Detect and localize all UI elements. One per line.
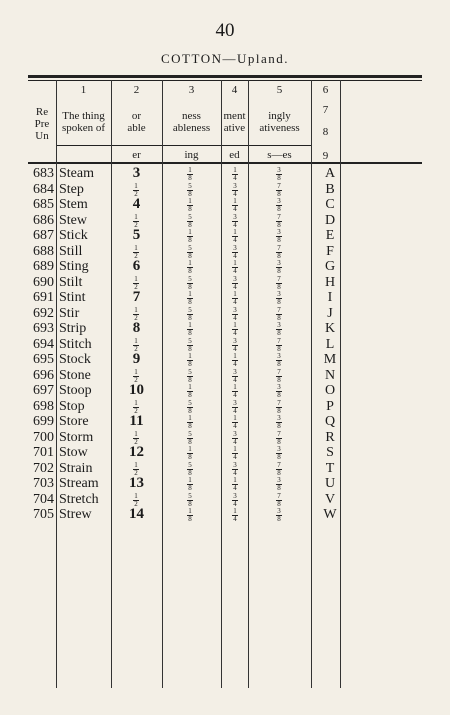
row-col5-fraction: 3 8 [277, 290, 281, 306]
row-number: 692 [33, 305, 54, 321]
col-number-2: 2 [133, 84, 140, 96]
column-divider-5 [248, 80, 249, 688]
row-word: Stop [59, 398, 85, 414]
col-number-6: 6 [322, 84, 329, 96]
row-word: Step [59, 181, 84, 197]
row-col4-fraction: 3 4 [233, 460, 237, 477]
row-letter: A [324, 166, 336, 181]
row-col2-value: 5 [132, 227, 141, 243]
row-col3-fraction: 5 8 [188, 274, 192, 291]
row-col5-fraction: 7 8 [277, 243, 281, 260]
row-number: 702 [33, 460, 54, 476]
row-col4-fraction: 3 4 [233, 367, 237, 384]
row-col5-fraction: 3 8 [277, 414, 281, 430]
row-col3-fraction: 1 8 [188, 445, 192, 461]
row-col3-fraction: 1 8 [188, 476, 192, 492]
row-col5-fraction: 7 8 [277, 305, 281, 322]
row-col5-fraction: 3 8 [277, 166, 281, 182]
col-number-4: 4 [231, 84, 238, 96]
row-col3-fraction: 5 8 [188, 367, 192, 384]
row-number: 695 [33, 352, 54, 367]
row-col2-fraction: 1 2 [134, 212, 138, 229]
row-letter: I [327, 290, 333, 305]
row-col3-fraction: 1 8 [188, 197, 192, 213]
row-col5-fraction: 3 8 [277, 383, 281, 399]
col-number-3: 3 [188, 84, 195, 96]
sub-label-ing: ing [184, 149, 199, 161]
col5-label-line1: ingly [268, 110, 291, 122]
header-mid-rule [56, 145, 311, 146]
row-col5-fraction: 3 8 [277, 321, 281, 337]
row-letter: F [326, 243, 334, 259]
row-col3-fraction: 1 8 [188, 414, 192, 430]
row-col3-fraction: 1 8 [188, 352, 192, 368]
row-col3-fraction: 5 8 [188, 181, 192, 198]
row-word: Storm [59, 429, 94, 445]
col2-label-line2: able [127, 122, 146, 134]
row-col2-value: 14 [129, 506, 144, 522]
row-col3-fraction: 1 8 [188, 290, 192, 306]
row-col3-fraction: 5 8 [188, 243, 192, 260]
row-col2-fraction: 1 2 [134, 367, 138, 384]
row-col4-fraction: 1 4 [233, 383, 237, 399]
row-col5-fraction: 7 8 [277, 398, 281, 415]
row-col3-fraction: 5 8 [188, 398, 192, 415]
row-letter: B [325, 181, 335, 197]
row-word: Stow [59, 445, 88, 460]
row-col2-fraction: 1 2 [134, 305, 138, 322]
row-col4-fraction: 1 4 [233, 290, 237, 306]
row-letter: E [325, 228, 335, 243]
page-number: 40 [215, 20, 235, 41]
row-letter: U [324, 476, 336, 491]
row-col2-value: 11 [129, 413, 144, 429]
row-col4-fraction: 3 4 [233, 398, 237, 415]
col3-label-line2: ableness [172, 122, 211, 134]
row-col4-fraction: 1 4 [233, 352, 237, 368]
row-number: 691 [33, 290, 54, 305]
side-number-9: 9 [322, 150, 329, 162]
row-col4-fraction: 3 4 [233, 274, 237, 291]
sub-label-ses: s—es [267, 149, 292, 161]
row-col5-fraction: 7 8 [277, 367, 281, 384]
row-col5-fraction: 3 8 [277, 352, 281, 368]
row-col5-fraction: 3 8 [277, 228, 281, 244]
row-col5-fraction: 3 8 [277, 259, 281, 275]
row-letter: Q [324, 414, 336, 429]
row-number: 686 [33, 212, 54, 228]
col5-label-line2: ativeness [259, 122, 300, 134]
row-col4-fraction: 1 4 [233, 476, 237, 492]
row-letter: T [325, 460, 335, 476]
row-col4-fraction: 3 4 [233, 181, 237, 198]
col1-label-line1: The thing [62, 110, 105, 122]
row-col5-fraction: 7 8 [277, 429, 281, 446]
row-col4-fraction: 3 4 [233, 491, 237, 508]
row-number: 690 [33, 274, 54, 290]
label-re: Re [35, 106, 49, 118]
row-col5-fraction: 7 8 [277, 212, 281, 229]
row-letter: G [324, 259, 336, 274]
row-col2-fraction: 1 2 [134, 181, 138, 198]
row-col3-fraction: 1 8 [188, 507, 192, 523]
row-number: 694 [33, 336, 54, 352]
row-col4-fraction: 3 4 [233, 336, 237, 353]
row-letter: R [325, 429, 335, 445]
row-word: Stock [59, 352, 91, 367]
row-col5-fraction: 7 8 [277, 336, 281, 353]
row-number: 704 [33, 491, 54, 507]
row-col4-fraction: 3 4 [233, 243, 237, 260]
row-number: 701 [33, 445, 54, 460]
sub-label-ed: ed [229, 149, 240, 161]
row-col5-fraction: 7 8 [277, 460, 281, 477]
row-letter: W [323, 507, 337, 522]
row-letter: N [324, 367, 336, 383]
row-word: Stint [59, 290, 86, 305]
row-col3-fraction: 5 8 [188, 212, 192, 229]
row-col3-fraction: 1 8 [188, 259, 192, 275]
sub-label-er: er [132, 149, 141, 161]
row-col4-fraction: 1 4 [233, 197, 237, 213]
row-number: 683 [33, 166, 54, 181]
row-col2-value: 8 [132, 320, 141, 336]
row-letter: P [326, 398, 334, 414]
row-col5-fraction: 7 8 [277, 274, 281, 291]
row-col4-fraction: 1 4 [233, 259, 237, 275]
row-word: Steam [59, 166, 94, 181]
row-letter: K [324, 321, 336, 336]
row-col2-value: 9 [132, 351, 141, 367]
row-col3-fraction: 1 8 [188, 321, 192, 337]
row-col2-fraction: 1 2 [134, 243, 138, 260]
row-letter: L [325, 336, 335, 352]
row-number: 703 [33, 476, 54, 491]
row-word: Strew [59, 507, 92, 522]
row-col5-fraction: 7 8 [277, 491, 281, 508]
row-col2-value: 7 [132, 289, 141, 305]
row-col4-fraction: 3 4 [233, 429, 237, 446]
row-col5-fraction: 3 8 [277, 197, 281, 213]
row-col2-value: 10 [129, 382, 144, 398]
row-col4-fraction: 1 4 [233, 321, 237, 337]
row-word: Stream [59, 476, 99, 491]
top-thick-rule [28, 75, 422, 78]
row-col2-value: 6 [132, 258, 141, 274]
row-col3-fraction: 1 8 [188, 383, 192, 399]
row-col3-fraction: 5 8 [188, 491, 192, 508]
header-bottom-rule [28, 162, 422, 164]
label-pre: Pre [34, 118, 50, 130]
top-thin-rule [28, 80, 422, 81]
row-word: Strip [59, 321, 87, 336]
col-number-5: 5 [276, 84, 283, 96]
row-word: Stone [59, 367, 91, 383]
row-letter: D [324, 212, 336, 228]
side-number-8: 8 [322, 126, 329, 138]
row-word: Stilt [59, 274, 83, 290]
row-letter: C [325, 197, 335, 212]
col2-label-line1: or [131, 110, 142, 122]
column-divider-3 [162, 80, 163, 688]
row-number: 685 [33, 197, 54, 212]
row-col5-fraction: 3 8 [277, 445, 281, 461]
side-number-7: 7 [322, 104, 329, 116]
row-word: Stretch [59, 491, 99, 507]
column-divider-4 [221, 80, 222, 688]
row-col3-fraction: 5 8 [188, 305, 192, 322]
row-col4-fraction: 1 4 [233, 445, 237, 461]
row-col2-fraction: 1 2 [134, 398, 138, 415]
col-number-1: 1 [80, 84, 87, 96]
row-col5-fraction: 7 8 [277, 181, 281, 198]
row-col2-fraction: 1 2 [134, 460, 138, 477]
row-letter: M [323, 352, 337, 367]
row-number: 693 [33, 321, 54, 336]
row-word: Stew [59, 212, 87, 228]
row-col2-value: 3 [132, 165, 141, 181]
row-col3-fraction: 1 8 [188, 228, 192, 244]
row-number: 696 [33, 367, 54, 383]
row-number: 698 [33, 398, 54, 414]
row-col2-fraction: 1 2 [134, 491, 138, 508]
row-letter: J [327, 305, 333, 321]
row-col3-fraction: 5 8 [188, 336, 192, 353]
col4-label-line1: ment [223, 110, 246, 122]
row-number: 705 [33, 507, 54, 522]
row-word: Strain [59, 460, 93, 476]
row-word: Stir [59, 305, 80, 321]
row-number: 684 [33, 181, 54, 197]
row-number: 688 [33, 243, 54, 259]
col3-label-line1: ness [182, 110, 201, 122]
row-word: Stick [59, 228, 88, 243]
col4-label-line2: ative [223, 122, 246, 134]
row-word: Sting [59, 259, 89, 274]
row-col2-fraction: 1 2 [134, 274, 138, 291]
row-col5-fraction: 3 8 [277, 507, 281, 523]
row-letter: V [324, 491, 336, 507]
row-letter: S [326, 445, 334, 460]
row-col2-value: 12 [129, 444, 144, 460]
row-word: Stitch [59, 336, 92, 352]
row-col2-value: 13 [129, 475, 144, 491]
row-col2-fraction: 1 2 [134, 336, 138, 353]
row-col2-fraction: 1 2 [134, 429, 138, 446]
row-col3-fraction: 1 8 [188, 166, 192, 182]
row-number: 689 [33, 259, 54, 274]
row-number: 700 [33, 429, 54, 445]
row-number: 687 [33, 228, 54, 243]
row-letter: H [324, 274, 336, 290]
row-col2-value: 4 [132, 196, 141, 212]
row-col4-fraction: 1 4 [233, 507, 237, 523]
row-col4-fraction: 3 4 [233, 212, 237, 229]
row-col3-fraction: 5 8 [188, 429, 192, 446]
row-word: Stoop [59, 383, 92, 398]
row-col5-fraction: 3 8 [277, 476, 281, 492]
page-title: COTTON—Upland. [160, 51, 289, 66]
col1-label-line2: spoken of [61, 122, 106, 134]
row-col4-fraction: 1 4 [233, 166, 237, 182]
row-col4-fraction: 1 4 [233, 414, 237, 430]
row-word: Store [59, 414, 89, 429]
row-col4-fraction: 3 4 [233, 305, 237, 322]
row-number: 699 [33, 414, 54, 429]
row-number: 697 [33, 383, 54, 398]
row-word: Stem [59, 197, 88, 212]
row-col3-fraction: 5 8 [188, 460, 192, 477]
column-divider-1 [56, 80, 57, 688]
label-un: Un [35, 130, 49, 142]
row-col4-fraction: 1 4 [233, 228, 237, 244]
row-word: Still [59, 243, 83, 259]
row-letter: O [324, 383, 336, 398]
